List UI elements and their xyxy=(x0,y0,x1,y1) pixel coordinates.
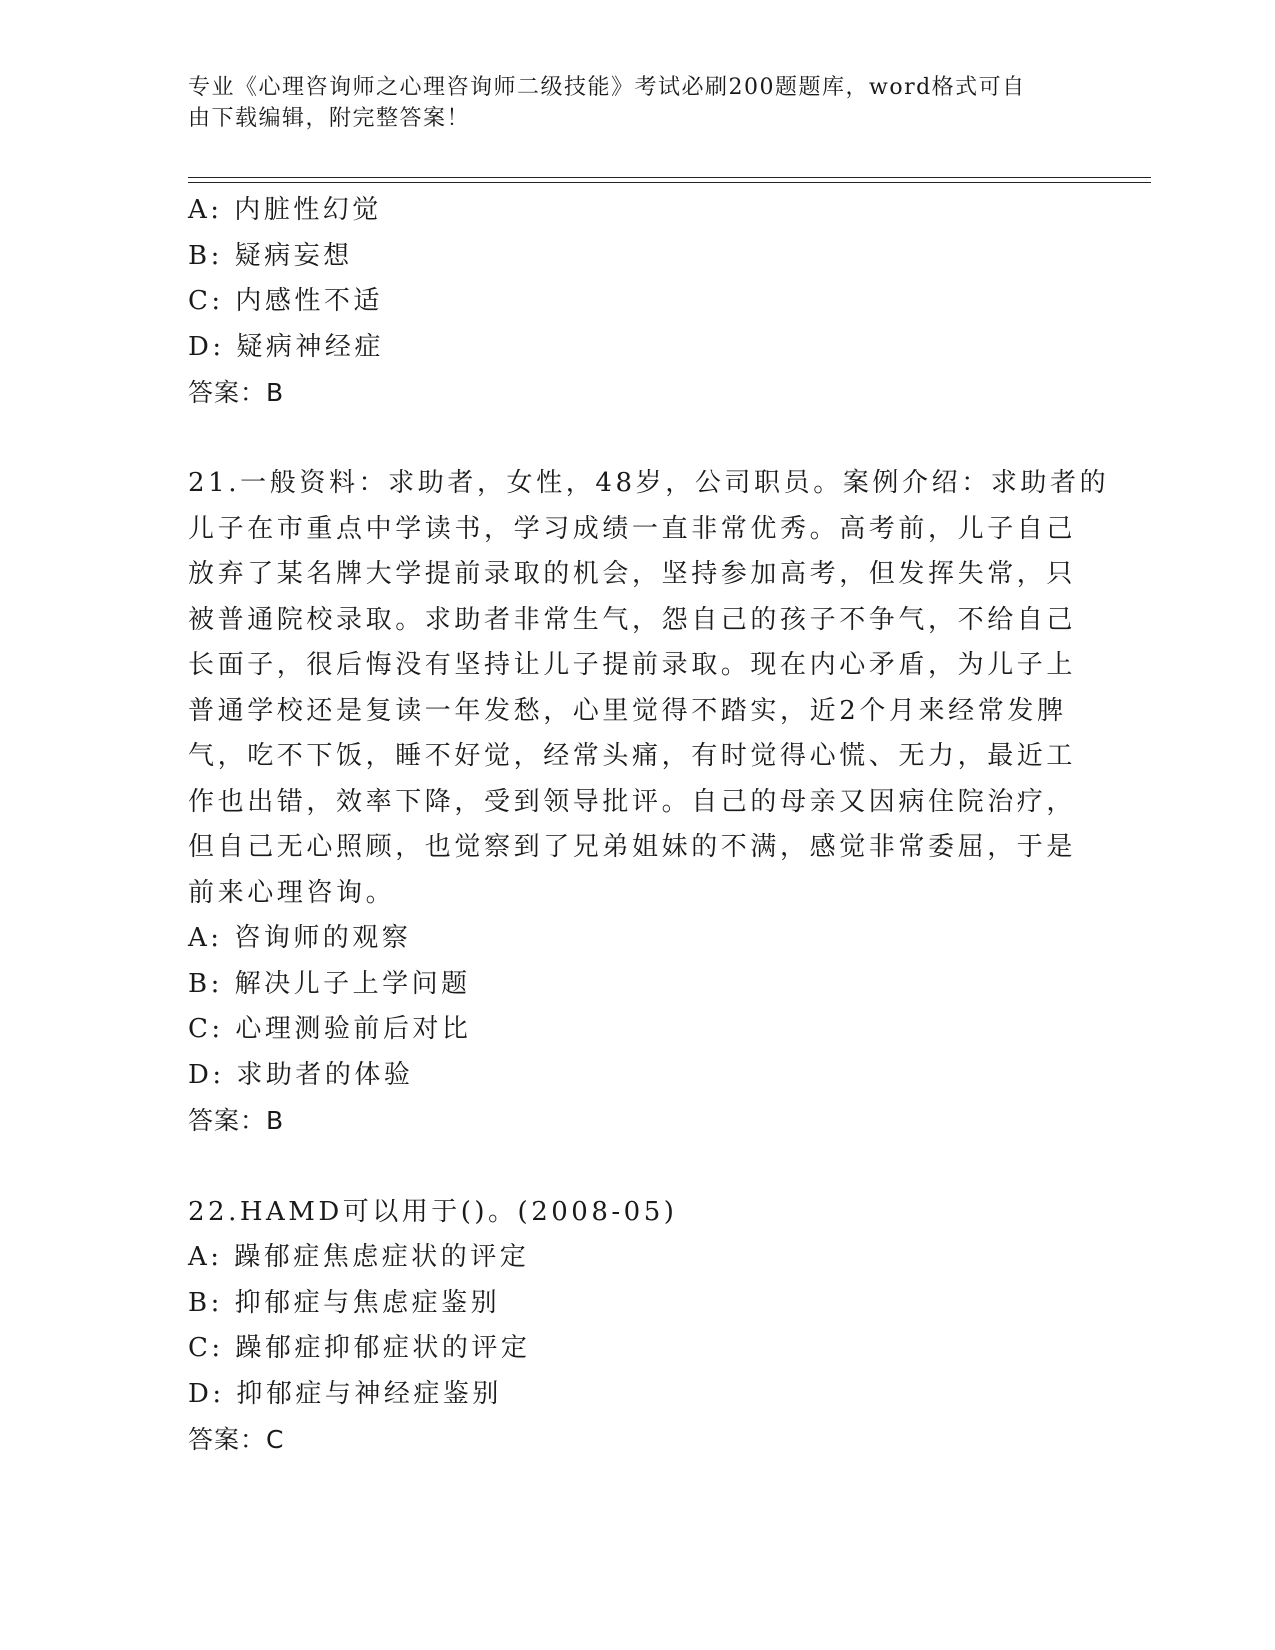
header-line-1: 专业《心理咨询师之心理咨询师二级技能》考试必刷200题题库，word格式可自 xyxy=(188,75,1026,100)
stem-line: 21.一般资料：求助者，女性，48岁，公司职员。案例介绍：求助者的 xyxy=(188,468,1110,498)
option-c: C: 躁郁症抑郁症状的评定 xyxy=(188,1333,531,1363)
question-list xyxy=(188,188,1110,1463)
question-22 xyxy=(188,1190,1088,1463)
option-c: C: 心理测验前后对比 xyxy=(188,1014,472,1044)
stem-line: 儿子在市重点中学读书，学习成绩一直非常优秀。高考前，儿子自己 xyxy=(188,513,1077,544)
question-stem xyxy=(188,461,1110,916)
option-d: D: 抑郁症与神经症鉴别 xyxy=(188,1378,502,1409)
stem-line: 但自己无心照顾，也觉察到了兄弟姐妹的不满，感觉非常委屈，于是 xyxy=(188,832,1077,862)
stem-line: 前来心理咨询。 xyxy=(188,877,396,908)
question-21 xyxy=(188,461,1110,1144)
stem-line: 普通学校还是复读一年发愁，心里觉得不踏实，近2个月来经常发脾 xyxy=(188,695,1067,726)
header-divider-top xyxy=(188,177,1151,178)
answer-line: 答案：C xyxy=(188,1425,285,1454)
option-d: D: 求助者的体验 xyxy=(188,1059,414,1090)
stem-line: 气，吃不下饭，睡不好觉，经常头痛，有时觉得心慌、无力，最近工 xyxy=(188,741,1077,771)
spacer xyxy=(188,1144,1088,1190)
stem-line: 放弃了某名牌大学提前录取的机会，坚持参加高考，但发挥失常，只 xyxy=(188,559,1077,589)
option-b: B: 抑郁症与焦虑症鉴别 xyxy=(188,1287,501,1318)
option-b: B: 疑病妄想 xyxy=(188,240,353,271)
stem-line: 被普通院校录取。求助者非常生气，怨自己的孩子不争气，不给自己 xyxy=(188,604,1077,635)
document-header xyxy=(188,72,1068,134)
header-divider-bottom xyxy=(188,182,1151,183)
stem-line: 作也出错，效率下降，受到领导批评。自己的母亲又因病住院治疗， xyxy=(188,786,1077,817)
header-line-2: 由下载编辑，附完整答案！ xyxy=(188,106,471,131)
answer-line: 答案：B xyxy=(188,378,285,407)
option-d: D: 疑病神经症 xyxy=(188,331,384,362)
option-b: B: 解决儿子上学问题 xyxy=(188,968,471,999)
question-20 xyxy=(188,188,1088,416)
option-c: C: 内感性不适 xyxy=(188,286,383,316)
stem-line: 长面子，很后悔没有坚持让儿子提前录取。现在内心矛盾，为儿子上 xyxy=(188,650,1077,680)
spacer xyxy=(188,416,1088,462)
answer-line: 答案：B xyxy=(188,1106,285,1135)
option-a: A: 内脏性幻觉 xyxy=(188,195,382,225)
option-a: A: 咨询师的观察 xyxy=(188,923,412,953)
question-stem: 22.HAMD可以用于()。(2008-05) xyxy=(188,1196,678,1227)
option-a: A: 躁郁症焦虑症状的评定 xyxy=(188,1242,530,1272)
